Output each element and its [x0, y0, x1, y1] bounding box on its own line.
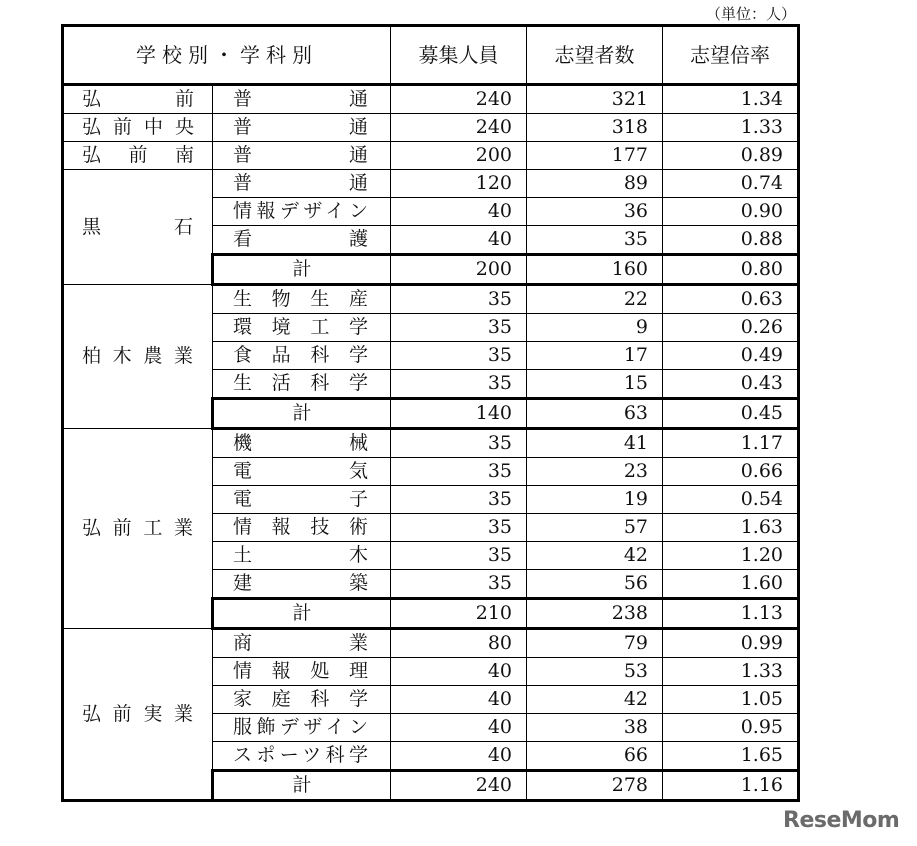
applicants-cell: 42: [527, 542, 663, 570]
capacity-cell: 240: [391, 771, 527, 801]
department-cell: 普通: [213, 114, 391, 142]
applicants-cell: 318: [527, 114, 663, 142]
department-cell: 電気: [213, 458, 391, 486]
ratio-cell: 0.49: [663, 342, 799, 370]
ratio-cell: 0.74: [663, 170, 799, 198]
header-applicants: 志望者数: [527, 26, 663, 85]
department-cell: 普通: [213, 170, 391, 198]
ratio-cell: 0.80: [663, 255, 799, 285]
capacity-cell: 35: [391, 314, 527, 342]
capacity-cell: 35: [391, 542, 527, 570]
school-name-cell: 弘前工業: [63, 429, 213, 629]
department-cell: 生活科学: [213, 370, 391, 399]
ratio-cell: 1.16: [663, 771, 799, 801]
department-cell: 環境工学: [213, 314, 391, 342]
department-cell: 食品科学: [213, 342, 391, 370]
ratio-cell: 1.33: [663, 658, 799, 686]
applicants-cell: 35: [527, 226, 663, 255]
department-cell: 生物生産: [213, 285, 391, 314]
ratio-cell: 1.60: [663, 570, 799, 599]
ratio-cell: 0.54: [663, 486, 799, 514]
applicants-cell: 53: [527, 658, 663, 686]
capacity-cell: 40: [391, 714, 527, 742]
header-school-dept: 学校別・学科別: [63, 26, 391, 85]
capacity-cell: 240: [391, 85, 527, 114]
capacity-cell: 35: [391, 486, 527, 514]
department-cell: 建築: [213, 570, 391, 599]
ratio-cell: 0.26: [663, 314, 799, 342]
ratio-cell: 1.63: [663, 514, 799, 542]
ratio-cell: 0.45: [663, 399, 799, 429]
table-body: [63, 85, 799, 801]
applicants-table: [61, 24, 800, 802]
applicants-cell: 23: [527, 458, 663, 486]
applicants-cell: 278: [527, 771, 663, 801]
total-label-cell: 計: [213, 255, 391, 285]
department-cell: 商業: [213, 629, 391, 658]
capacity-cell: 210: [391, 599, 527, 629]
department-cell: 服飾デザイン: [213, 714, 391, 742]
ratio-cell: 0.88: [663, 226, 799, 255]
department-cell: 情報処理: [213, 658, 391, 686]
ratio-cell: 1.20: [663, 542, 799, 570]
capacity-cell: 35: [391, 342, 527, 370]
capacity-cell: 35: [391, 514, 527, 542]
capacity-cell: 40: [391, 686, 527, 714]
ratio-cell: 0.89: [663, 142, 799, 170]
capacity-cell: 35: [391, 429, 527, 458]
applicants-cell: 177: [527, 142, 663, 170]
school-name-cell: 柏木農業: [63, 285, 213, 429]
capacity-cell: 35: [391, 370, 527, 399]
applicants-cell: 41: [527, 429, 663, 458]
school-name-cell: 弘前南: [63, 142, 213, 170]
department-cell: 情報技術: [213, 514, 391, 542]
table-row: [63, 429, 799, 458]
applicants-cell: 42: [527, 686, 663, 714]
department-cell: 土木: [213, 542, 391, 570]
department-cell: スポーツ科学: [213, 742, 391, 771]
applicants-cell: 19: [527, 486, 663, 514]
capacity-cell: 200: [391, 255, 527, 285]
capacity-cell: 40: [391, 226, 527, 255]
department-cell: 情報デザイン: [213, 198, 391, 226]
department-cell: 看護: [213, 226, 391, 255]
school-name-cell: 弘前実業: [63, 629, 213, 801]
applicants-cell: 15: [527, 370, 663, 399]
applicants-cell: 238: [527, 599, 663, 629]
table-row: [63, 114, 799, 142]
capacity-cell: 200: [391, 142, 527, 170]
total-label-cell: 計: [213, 599, 391, 629]
school-name-cell: 弘前中央: [63, 114, 213, 142]
applicants-cell: 160: [527, 255, 663, 285]
ratio-cell: 1.13: [663, 599, 799, 629]
ratio-cell: 0.95: [663, 714, 799, 742]
header-capacity: 募集人員: [391, 26, 527, 85]
total-label-cell: 計: [213, 771, 391, 801]
ratio-cell: 0.66: [663, 458, 799, 486]
applicants-cell: 321: [527, 85, 663, 114]
applicants-cell: 79: [527, 629, 663, 658]
applicants-cell: 63: [527, 399, 663, 429]
applicants-cell: 38: [527, 714, 663, 742]
department-cell: 電子: [213, 486, 391, 514]
ratio-cell: 1.34: [663, 85, 799, 114]
ratio-cell: 0.63: [663, 285, 799, 314]
ratio-cell: 1.65: [663, 742, 799, 771]
department-cell: 普通: [213, 85, 391, 114]
applicants-cell: 36: [527, 198, 663, 226]
ratio-cell: 0.43: [663, 370, 799, 399]
capacity-cell: 40: [391, 742, 527, 771]
table-row: [63, 629, 799, 658]
ratio-cell: 0.90: [663, 198, 799, 226]
capacity-cell: 140: [391, 399, 527, 429]
department-cell: 機械: [213, 429, 391, 458]
unit-note: （単位：人）: [706, 5, 797, 23]
ratio-cell: 1.05: [663, 686, 799, 714]
applicants-cell: 89: [527, 170, 663, 198]
capacity-cell: 35: [391, 458, 527, 486]
applicants-cell: 57: [527, 514, 663, 542]
capacity-cell: 120: [391, 170, 527, 198]
table-row: [63, 142, 799, 170]
table-row: [63, 285, 799, 314]
ratio-cell: 1.33: [663, 114, 799, 142]
capacity-cell: 35: [391, 285, 527, 314]
school-name-cell: 黒石: [63, 170, 213, 285]
capacity-cell: 80: [391, 629, 527, 658]
ratio-cell: 0.99: [663, 629, 799, 658]
applicants-cell: 9: [527, 314, 663, 342]
applicants-cell: 17: [527, 342, 663, 370]
applicants-cell: 66: [527, 742, 663, 771]
capacity-cell: 40: [391, 658, 527, 686]
capacity-cell: 35: [391, 570, 527, 599]
ratio-cell: 1.17: [663, 429, 799, 458]
total-label-cell: 計: [213, 399, 391, 429]
header-ratio: 志望倍率: [663, 26, 799, 85]
applicants-cell: 22: [527, 285, 663, 314]
capacity-cell: 240: [391, 114, 527, 142]
capacity-cell: 40: [391, 198, 527, 226]
table-row: [63, 85, 799, 114]
school-name-cell: 弘前: [63, 85, 213, 114]
header-row: [63, 26, 799, 85]
department-cell: 普通: [213, 142, 391, 170]
department-cell: 家庭科学: [213, 686, 391, 714]
table-row: [63, 170, 799, 198]
applicants-cell: 56: [527, 570, 663, 599]
resemom-logo: ReseMom: [783, 808, 900, 833]
